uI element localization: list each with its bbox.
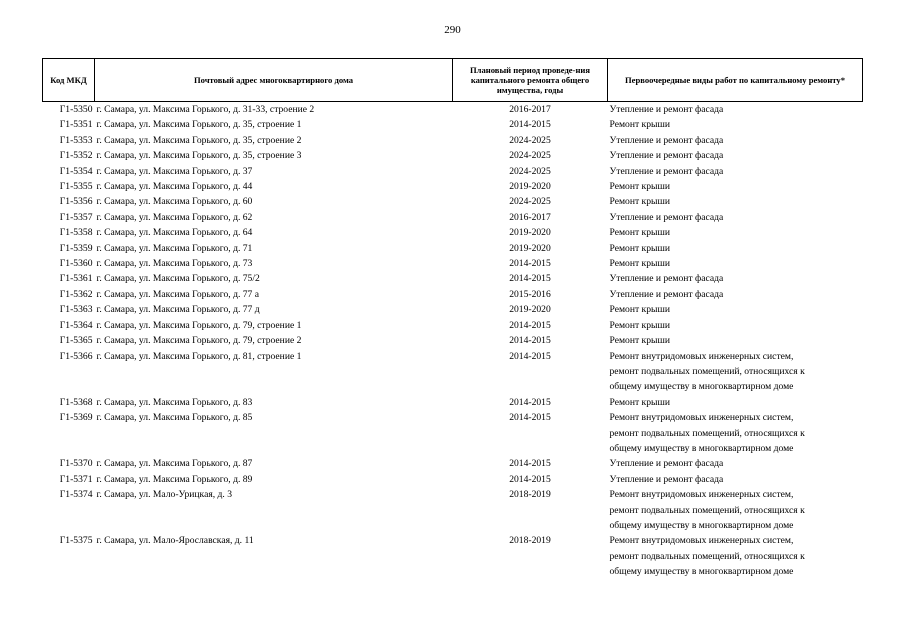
works-line: Утепление и ремонт фасада	[609, 134, 724, 146]
table-row	[43, 318, 863, 333]
works-cell	[608, 487, 863, 533]
works-line: ремонт подвальных помещений, относящихся к	[609, 427, 805, 439]
period-cell: 2024-2025	[509, 150, 551, 162]
period-cell: 2019-2020	[509, 242, 551, 254]
period-cell: 2024-2025	[509, 165, 551, 177]
period-cell: 2024-2025	[509, 196, 551, 208]
address-cell: г. Самара, ул. Максима Горького, д. 71	[96, 242, 253, 254]
address-cell: г. Самара, ул. Мало-Урицкая, д. 3	[96, 489, 233, 501]
period-cell: 2019-2020	[509, 181, 551, 193]
table-row	[43, 133, 863, 148]
address-cell: г. Самара, ул. Максима Горького, д. 75/2	[96, 273, 260, 285]
address-cell: г. Самара, ул. Максима Горького, д. 85	[96, 412, 253, 424]
address-cell: г. Самара, ул. Максима Горького, д. 44	[96, 181, 253, 193]
period-cell: 2018-2019	[509, 489, 551, 501]
table-row	[43, 410, 863, 456]
works-cell	[608, 333, 863, 348]
works-cell	[608, 133, 863, 148]
table-row	[43, 395, 863, 410]
works-cell	[608, 194, 863, 209]
mkd-code-cell: Г1-5358	[59, 227, 93, 239]
table-row	[43, 117, 863, 132]
period-cell: 2024-2025	[509, 134, 551, 146]
repair-schedule-table	[42, 58, 863, 580]
table-row	[43, 472, 863, 487]
header-period: Плановый период проведе-ния капитального ремонта общего имущества, годы	[453, 59, 608, 102]
table-row	[43, 533, 863, 579]
header-code: Код МКД	[43, 59, 95, 102]
mkd-code-cell: Г1-5363	[59, 304, 93, 316]
works-cell	[608, 533, 863, 579]
works-line: Ремонт крыши	[609, 335, 670, 347]
period-cell: 2014-2015	[509, 319, 551, 331]
period-cell: 2014-2015	[509, 258, 551, 270]
mkd-code-cell: Г1-5361	[59, 273, 93, 285]
works-cell	[608, 395, 863, 410]
works-line: Ремонт внутридомовых инженерных систем,	[609, 489, 794, 501]
works-cell	[608, 349, 863, 395]
works-line: Ремонт крыши	[609, 196, 670, 208]
period-cell: 2014-2015	[509, 473, 551, 485]
table-row	[43, 102, 863, 118]
period-cell: 2018-2019	[509, 535, 551, 547]
mkd-code-cell: Г1-5362	[59, 288, 93, 300]
works-cell	[608, 210, 863, 225]
works-cell	[608, 302, 863, 317]
works-line: общему имуществу в многоквартирном доме	[609, 442, 794, 454]
mkd-code-cell: Г1-5374	[59, 489, 93, 501]
works-line: Утепление и ремонт фасада	[609, 458, 724, 470]
period-cell: 2015-2016	[509, 288, 551, 300]
table-body	[43, 102, 863, 580]
address-cell: г. Самара, ул. Максима Горького, д. 81, строение 1	[96, 350, 302, 362]
address-cell: г. Самара, ул. Максима Горького, д. 35, строение 1	[96, 119, 302, 131]
mkd-code-cell: Г1-5369	[59, 412, 93, 424]
works-line: Утепление и ремонт фасада	[609, 150, 724, 162]
table-row	[43, 210, 863, 225]
period-cell: 2014-2015	[509, 335, 551, 347]
table-row	[43, 164, 863, 179]
table-row	[43, 256, 863, 271]
works-line: Утепление и ремонт фасада	[609, 273, 724, 285]
address-cell: г. Самара, ул. Максима Горького, д. 87	[96, 458, 253, 470]
works-cell	[608, 318, 863, 333]
table-row	[43, 271, 863, 286]
period-cell: 2019-2020	[509, 227, 551, 239]
address-cell: г. Самара, ул. Максима Горького, д. 77 а	[96, 288, 260, 300]
mkd-code-cell: Г1-5370	[59, 458, 93, 470]
works-cell	[608, 102, 863, 118]
works-cell	[608, 472, 863, 487]
address-cell: г. Самара, ул. Максима Горького, д. 83	[96, 396, 253, 408]
header-works: Первоочередные виды работ по капитальному ремонту*	[608, 59, 863, 102]
table-row	[43, 349, 863, 395]
works-line: Ремонт крыши	[609, 242, 670, 254]
works-line: Ремонт внутридомовых инженерных систем,	[609, 350, 794, 362]
address-cell: г. Самара, ул. Максима Горького, д. 73	[96, 258, 253, 270]
works-cell	[608, 225, 863, 240]
mkd-code-cell: Г1-5368	[59, 396, 93, 408]
works-line: ремонт подвальных помещений, относящихся к	[609, 504, 805, 516]
table-row	[43, 194, 863, 209]
table-row	[43, 302, 863, 317]
period-cell: 2016-2017	[509, 104, 551, 115]
mkd-code-cell: Г1-5351	[59, 119, 93, 131]
works-line: Утепление и ремонт фасада	[609, 211, 724, 223]
address-cell: г. Самара, ул. Максима Горького, д. 89	[96, 473, 253, 485]
works-line: Ремонт крыши	[609, 258, 670, 270]
works-line: Ремонт крыши	[609, 319, 670, 331]
period-cell: 2014-2015	[509, 273, 551, 285]
address-cell: г. Самара, ул. Максима Горького, д. 60	[96, 196, 253, 208]
address-cell: г. Самара, ул. Максима Горького, д. 37	[96, 165, 253, 177]
works-line: Ремонт крыши	[609, 119, 670, 131]
address-cell: г. Самара, ул. Максима Горького, д. 79, строение 2	[96, 335, 302, 347]
table-row	[43, 487, 863, 533]
address-cell: г. Самара, ул. Максима Горького, д. 77 д	[96, 304, 260, 316]
header-address: Почтовый адрес многоквартирного дома	[95, 59, 453, 102]
works-cell	[608, 179, 863, 194]
works-line: Утепление и ремонт фасада	[609, 104, 724, 115]
mkd-code-cell: Г1-5353	[59, 134, 93, 146]
works-line: ремонт подвальных помещений, относящихся к	[609, 550, 805, 562]
mkd-code-cell: Г1-5364	[59, 319, 93, 331]
works-line: Ремонт крыши	[609, 181, 670, 193]
mkd-code-cell: Г1-5350	[59, 104, 93, 115]
works-line: Утепление и ремонт фасада	[609, 288, 724, 300]
works-line: Ремонт крыши	[609, 227, 670, 239]
address-cell: г. Самара, ул. Максима Горького, д. 64	[96, 227, 253, 239]
works-cell	[608, 256, 863, 271]
table-row	[43, 148, 863, 163]
works-line: Ремонт крыши	[609, 304, 670, 316]
works-cell	[608, 164, 863, 179]
works-cell	[608, 241, 863, 256]
table-row	[43, 225, 863, 240]
page-number: 290	[444, 24, 461, 36]
mkd-code-cell: Г1-5355	[59, 181, 93, 193]
table-row	[43, 241, 863, 256]
table-row	[43, 287, 863, 302]
address-cell: г. Самара, ул. Максима Горького, д. 31-33, строение 2	[96, 104, 315, 115]
works-line: Ремонт внутридомовых инженерных систем,	[609, 412, 794, 424]
period-cell: 2014-2015	[509, 412, 551, 424]
mkd-code-cell: Г1-5371	[59, 473, 93, 485]
works-line: общему имуществу в многоквартирном доме	[609, 519, 794, 531]
mkd-code-cell: Г1-5365	[59, 335, 93, 347]
works-cell	[608, 287, 863, 302]
address-cell: г. Самара, ул. Максима Горького, д. 79, строение 1	[96, 319, 302, 331]
period-cell: 2014-2015	[509, 458, 551, 470]
works-line: Ремонт крыши	[609, 396, 670, 408]
works-line: Утепление и ремонт фасада	[609, 473, 724, 485]
table-row	[43, 179, 863, 194]
works-cell	[608, 148, 863, 163]
works-line: общему имуществу в многоквартирном доме	[609, 566, 794, 578]
period-cell: 2014-2015	[509, 350, 551, 362]
table-header-row	[43, 59, 863, 102]
mkd-code-cell: Г1-5354	[59, 165, 93, 177]
works-cell	[608, 410, 863, 456]
period-cell: 2014-2015	[509, 119, 551, 131]
mkd-code-cell: Г1-5356	[59, 196, 93, 208]
address-cell: г. Самара, ул. Максима Горького, д. 62	[96, 211, 253, 223]
works-line: ремонт подвальных помещений, относящихся к	[609, 365, 805, 377]
address-cell: г. Самара, ул. Мало-Ярославская, д. 11	[96, 535, 254, 547]
works-cell	[608, 117, 863, 132]
address-cell: г. Самара, ул. Максима Горького, д. 35, строение 2	[96, 134, 302, 146]
period-cell: 2016-2017	[509, 211, 551, 223]
works-line: Ремонт внутридомовых инженерных систем,	[609, 535, 794, 547]
mkd-code-cell: Г1-5360	[59, 258, 93, 270]
works-cell	[608, 456, 863, 471]
mkd-code-cell: Г1-5366	[59, 350, 93, 362]
period-cell: 2019-2020	[509, 304, 551, 316]
works-line: Утепление и ремонт фасада	[609, 165, 724, 177]
address-cell: г. Самара, ул. Максима Горького, д. 35, строение 3	[96, 150, 302, 162]
works-line: общему имуществу в многоквартирном доме	[609, 381, 794, 393]
table-row	[43, 456, 863, 471]
works-cell	[608, 271, 863, 286]
mkd-code-cell: Г1-5352	[59, 150, 93, 162]
mkd-code-cell: Г1-5357	[59, 211, 93, 223]
period-cell: 2014-2015	[509, 396, 551, 408]
mkd-code-cell: Г1-5359	[59, 242, 93, 254]
mkd-code-cell: Г1-5375	[59, 535, 93, 547]
table-row	[43, 333, 863, 348]
